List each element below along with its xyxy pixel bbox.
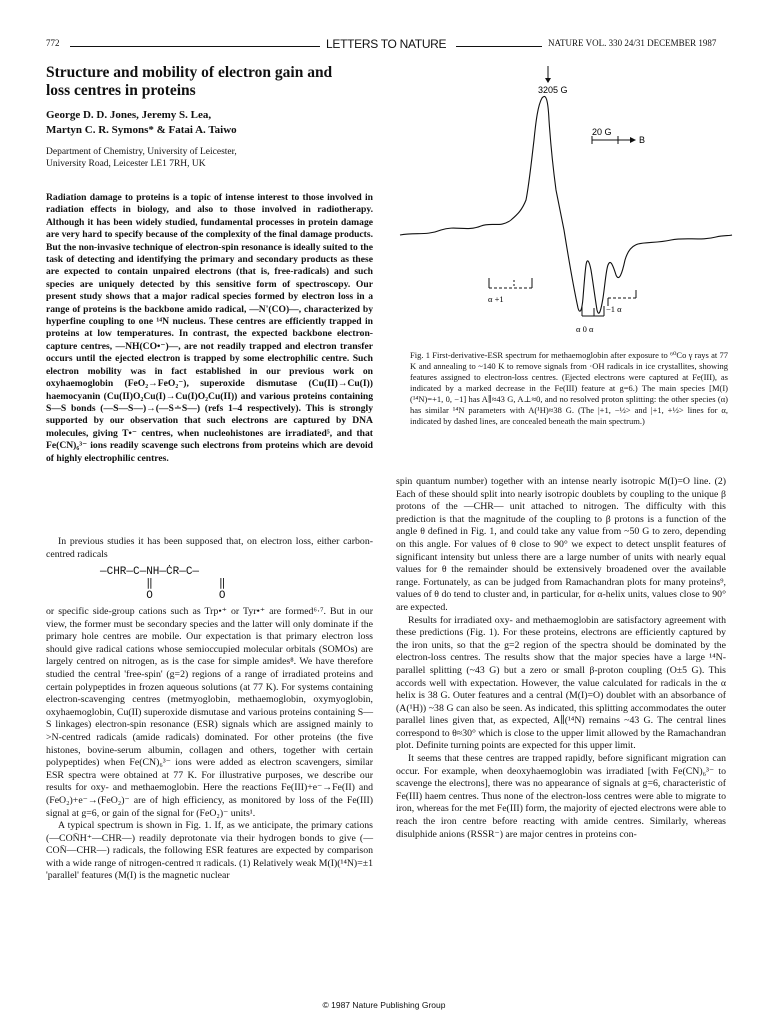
authors-line-2: Martyn C. R. Symons* & Fatai A. Taiwo <box>46 124 237 136</box>
body-column-right <box>396 476 726 841</box>
header-rule-left <box>70 46 320 47</box>
body-para-1 <box>46 536 373 561</box>
scale-label: 20 G <box>592 127 612 137</box>
journal-info: NATURE VOL. 330 24/31 DECEMBER 1987 <box>548 38 717 48</box>
para-3-text: A typical spectrum is shown in Fig. 1. If, as we anticipate, the primary cations (—CON̈H⁺—CHR—) readily deprotonate via their hydrogen bonds to give (—CON̈—CHR—) radicals, the following ESR features are expected by comparison with a wide range of nitrogen-centred π radicals. (1) Relatively weak M(I)(¹⁴N)=±1 'parallel' features (M(I) is the magnetic nuclear <box>46 820 373 882</box>
affiliation <box>46 146 366 170</box>
para-1-text: In previous studies it has been supposed that, on electron loss, either carbon-centred radicals <box>46 536 373 560</box>
page-number: 772 <box>46 38 60 48</box>
esr-spectrum <box>396 60 736 345</box>
body-column-left <box>46 606 373 883</box>
article-title: Structure and mobility of electron gain and loss centres in proteins <box>46 64 333 99</box>
label-bottom-alpha: α 0 α <box>576 324 594 334</box>
section-heading: LETTERS TO NATURE <box>326 37 447 51</box>
chemical-formula: —CHR—C—NH—ĊR—C— ‖ ‖ O O <box>100 566 226 602</box>
g-marker-arrowhead <box>545 78 551 83</box>
abstract: Radiation damage to proteins is a topic of intense interest to those involved in radiation effects in biology, and also to those involved in radiotherapy. Although it has been widely studied, fundamental processes in protein damage are very hard to specify because of the complexity of the final damage products. But the non-invasive technique of electron-spin resonance is ideally suited to the task of detecting and identifying the primary and secondary products as these are expected to contain unpaired electrons (that is, free-radicals) and such species are uniquely detected by this sensitive form of spectroscopy. Our present study shows that a major radical species formed by electron loss in a range of proteins is the backbone amido radical, —N'(CO)—, characterized by hyperfine coupling to one ¹⁴N nucleus. These centres are efficiently trapped in proteins at low temperatures. In contrast, the expected backbone electron-capture centres, —NH(CO•⁻)—, are not readily trapped and electron transfer occurs until the ejected electron is trapped by some electrophilic centre. Such electron mobility was in fact established in our previous work on oxyhaemoglobin (FeO₂→FeO₂⁻), superoxide dismutase (Cu(II)→Cu(I)) haemocyanin (Cu(II)O₂Cu(I)→Cu(I)O₂Cu(II)) and various proteins containing S—S bonds (—S—S—)→(—S∸S—) (refs 1–4 respectively). This is strongly supported by our observation that such electrons are captured by DNA molecules, giving T•⁻ centres, when nucleohistones are irradiated⁵, and that Fe(CN)₆³⁻ ions readily scavenge such electrons from proteins which are devoid of highly electrophilic centres. <box>46 192 373 464</box>
field-arrowhead <box>630 137 636 143</box>
header-rule-right <box>456 46 542 47</box>
col2-para-3: It seems that these centres are trapped rapidly, before significant migration can occur. For example, when deoxyhaemoglobin was irradiated [with Fe(CN)₆³⁻ to scavenge the electrons], there was no appearance of signals at g=6, characteristic of Fe(III) haem centres. Thus none of the electron-loss centres were able to migrate to iron, whereas for the met Fe(III) form, the majority of ejected electrons were able to reach the iron centre before reacting with amide centres. Similarly, whereas disulphide anions (RSSR⁻) are major centres in proteins con- <box>396 753 726 840</box>
authors-line-1: George D. D. Jones, Jeremy S. Lea, <box>46 109 212 121</box>
figure-1 <box>396 60 736 345</box>
field-label: B <box>639 135 646 145</box>
label-minus1-alpha: −1 α <box>606 304 622 314</box>
copyright-footer: © 1987 Nature Publishing Group <box>322 1000 446 1010</box>
affiliation-line-1: Department of Chemistry, University of Leicester, <box>46 147 237 157</box>
col2-para-1: spin quantum number) together with an intense nearly isotropic M(I)=O line. (2) Each of these should split into nearly isotropic doublets by coupling to the unique β protons of the —CHR— unit attached to nitrogen. The difficulty with this prediction is that the magnitude of the coupling to β protons is a function of the angle θ defined in Fig. 1, and could take any value from ~50 G to zero, depending on this angle. For values of θ close to 90° we expect to detect unsplit features of significant intensity but unless there are a large number of units with nearly equal values for θ the remainder should be extensively broadened over the available range. Fortunately, as can be judged from Ramachandran plots for many proteins⁹, values of θ do tend to cluster and, in particular, for α-helix units, values close to 90° are expected. <box>396 476 726 613</box>
affiliation-line-2: University Road, Leicester LE1 7RH, UK <box>46 159 206 169</box>
figure-caption: Fig. 1 First-derivative-ESR spectrum for methaemoglobin after exposure to ⁶⁰Co γ rays at 77 K and annealing to ~140 K to remove signals from ·OH radicals in ice crystallites, showing features assigned to electron-loss centres. (Ejected electrons were captured at Fe(III), as indicated by a marked decrease in the Fe(III) feature at g=6.) The main species [M(I)(¹⁴N)=+1, 0, −1] has A∥≈43 G, A⊥≈0, and no resolved proton splitting: the other species (α) has similar ¹⁴N parameters with A(¹H)≈38 G. (The |+1, −½> and |+1, +½> lines for α, indicated by dashed lines, are concealed beneath the main spectrum.) <box>410 350 728 426</box>
para-2-text: or specific side-group cations such as Trp•⁺ or Tyr•⁺ are formed⁶·⁷. But in our view, the former must be secondary species and the latter will only dominate if the primary hole centres are mobile. Our expectation is that primary electron loss should give radical cations whose semioccupied molecular orbitals (SOMOs) are largely centred on nitrogen, as is the case for simple amides⁸. We have therefore studied the central 'free-spin' (g=2) regions of a range of irradiated proteins and certain polypeptides in frozen aqueous solutions (at 77 K). For systems containing electron-scavenging centres (metmyoglobin, methaemoglobin, oxymyoglobin, oxyhaemoglobin, Cu(II) superoxide dismutase and various proteins containing S—S linkages) electron-spin resonance (ESR) signals which are assigned mainly to >N-centred radicals (amide radicals) dominated. For other proteins (the five histones, bovine-serum albumin, collagen and others, together with certain polypeptides) when Fe(CN)₆³⁻ ions were added as electron scavengers, similar ESR spectra were obtained at 77 K. For illustrative purposes, we describe our results for oxy- and methaemoglobin. Here the reactions Fe(III)+e⁻→Fe(II) and (FeO₂)+e⁻→(FeO₂)⁻ are of high efficiency, as monitored by loss of the Fe(III) signal at g=6, or gain of the signal for (FeO₂)⁻ units¹. <box>46 606 373 819</box>
authors <box>46 108 366 138</box>
col2-para-2: Results for irradiated oxy- and methaemoglobin are satisfactory agreement with these predictions (Fig. 1). For these proteins, electrons are efficiently captured by the iron units, so that the g=2 region of the spectra should be dominated by the electron-loss centres. The results show that the major species have a large ¹⁴N-parallel splitting (~43 G) but a zero or small β-proton coupling (O±5 G). This accords well with expectation. However, the value calculated for radicals in the α helix is 38 G. Outer features and a central (M(I)=O) doublet with an absorbance of (A(¹H)) ~38 G can also be seen. As indicated, this splitting accommodates the outer parallel lines given that, as expected, A∥(¹⁴N) remains ~43 G. The central lines correspond to θ≈30° which is close to the upper limit allowed by the Ramachandran plot. Definite turning points are expected for this upper limit. <box>396 614 726 752</box>
label-alpha-plus1: α +1 <box>488 294 504 304</box>
g-marker-label: 3205 G <box>538 85 568 95</box>
spectrum-trace <box>400 96 732 313</box>
